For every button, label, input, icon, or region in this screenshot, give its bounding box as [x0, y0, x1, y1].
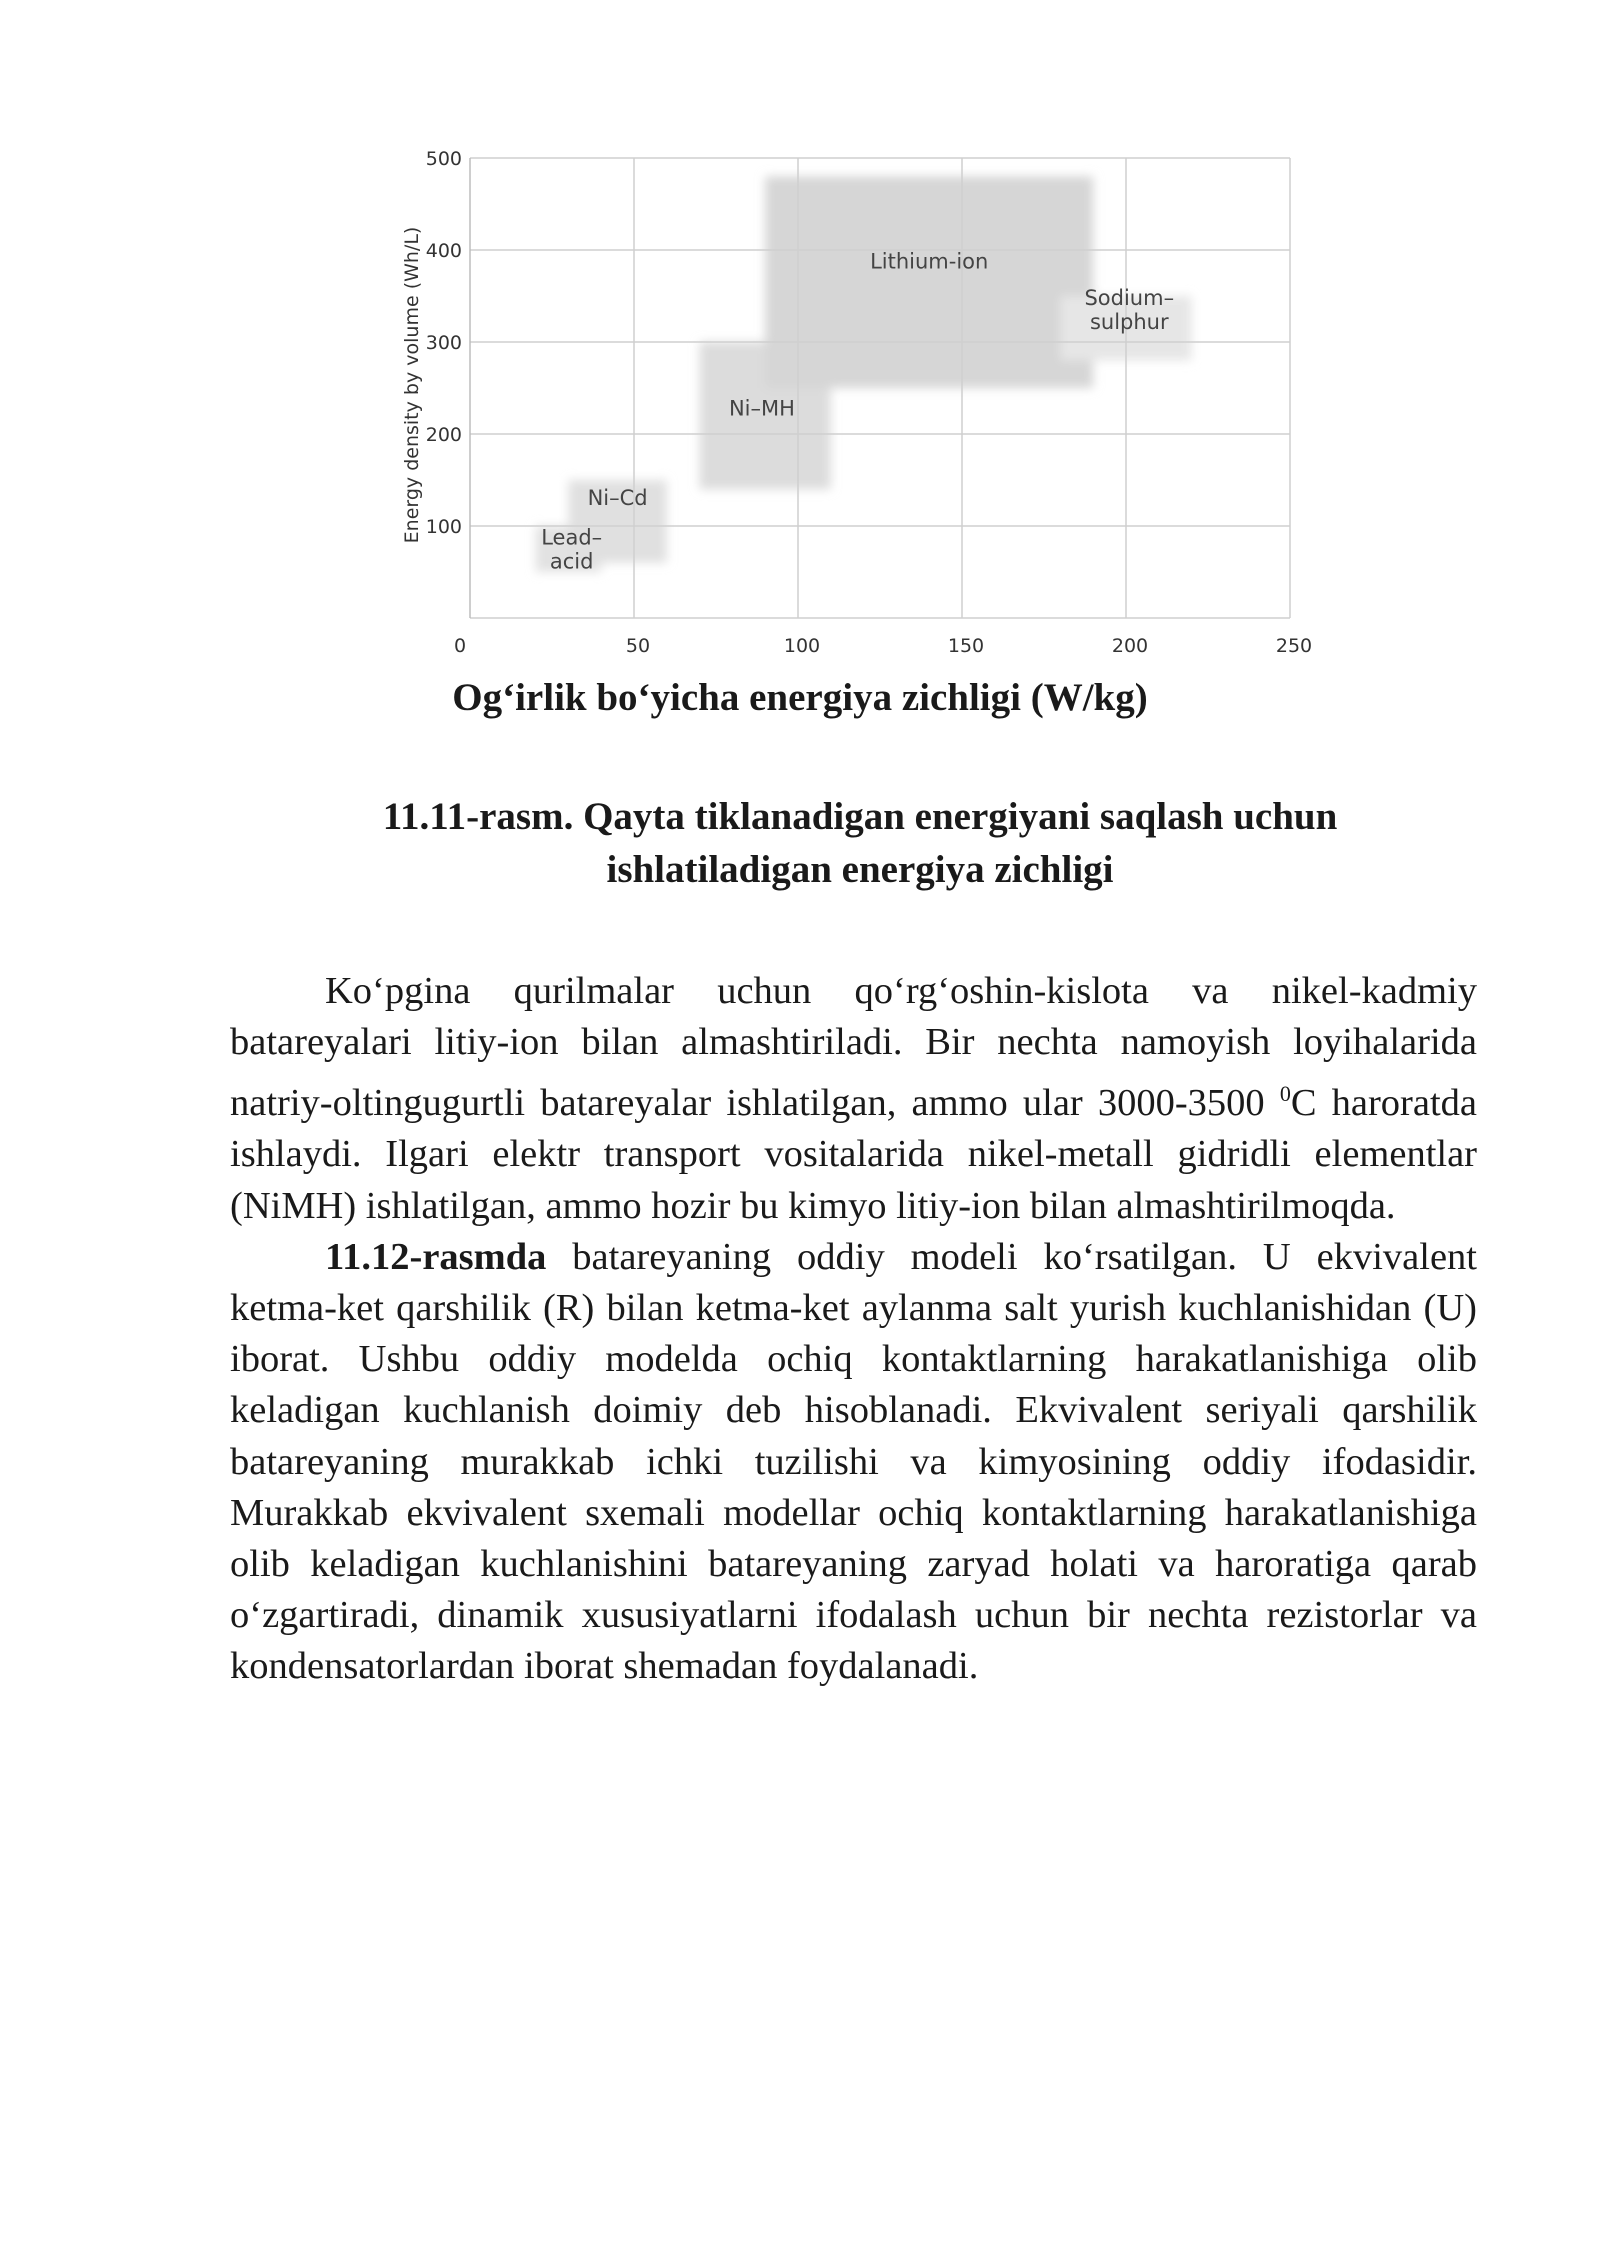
y-tick-500: 500: [425, 148, 462, 170]
region-label-0: [541, 525, 602, 573]
region-label-line: Ni–Cd: [587, 485, 648, 510]
y-tick-200: 200: [425, 424, 462, 446]
energy-density-chart: [390, 130, 1330, 670]
region-label-4: [1084, 286, 1174, 334]
region-label-2: [729, 397, 795, 421]
region-label-line: Lead–: [541, 525, 603, 550]
figure-reference: 11.12-rasmda: [325, 1235, 547, 1278]
y-axis-label: Energy density by volume (Wh/L): [401, 226, 423, 544]
x-tick-200: 200: [1111, 635, 1149, 657]
x-tick-150: 150: [947, 635, 985, 657]
y-tick-400: 400: [425, 240, 462, 262]
figure-caption: [300, 790, 1420, 896]
region-label-line: sulphur: [1089, 310, 1169, 335]
x-tick-50: 50: [625, 635, 651, 657]
region-label-line: Ni–MH: [728, 396, 795, 421]
paragraph-2-text: batareyaning oddiy modeli ko‘rsatilgan. U ekvivalent ketma-ket qarshilik (R) bilan ketma-ket aylanma salt yurish kuchlanishidan (U) iborat. Ushbu oddiy modelda ochiq kontaktlarning harakatlanishiga olib keladigan kuchlanish doimiy deb hisoblanadi. Ekvivalent seriyali qarshilik batareyaning murakkab ichki tuzilishi va kimyosining oddiy ifodasidir. Murakkab ekvivalent sxemali modellar ochiq kontaktlarning harakatlanishiga olib keladigan kuchlanishini batareyaning zaryad holati va haroratiga qarab o‘zgartiradi, dinamik xususiyatlarni ifodalash uchun bir nechta rezistorlar va kondensatorlardan iborat shemadan foydalanadi.: [230, 1235, 1477, 1688]
x-tick-250: 250: [1275, 635, 1313, 657]
x-tick-100: 100: [783, 635, 821, 657]
paragraph-1: [230, 966, 1477, 1232]
paragraph-1-text-a: Ko‘pgina qurilmalar uchun qo‘rg‘oshin-kislota va nikel-kadmiy batareyalari litiy-ion bilan almashtiriladi. Bir nechta namoyish loyihalarida natriy-oltingugurtli batareyalar ishlatilgan, ammo ular 3000-3500: [230, 970, 1477, 1125]
body-text: [230, 966, 1477, 1693]
region-label-line: Sodium–: [1084, 286, 1175, 311]
region-label-3: [870, 249, 988, 273]
paragraph-2: [230, 1232, 1477, 1693]
region-label-line: Lithium-ion: [870, 249, 989, 274]
x-tick-0: 0: [453, 635, 467, 657]
region-3: [765, 176, 1093, 388]
figure-caption-line2: ishlatiladigan energiya zichligi: [606, 848, 1114, 891]
region-label-1: [588, 486, 648, 510]
chart-svg: [390, 130, 1330, 670]
y-tick-100: 100: [425, 516, 462, 538]
region-label-line: acid: [549, 549, 594, 574]
degree-superscript: 0: [1279, 1081, 1291, 1107]
figure-caption-line1: 11.11-rasm. Qayta tiklanadigan energiyani saqlash uchun: [382, 795, 1338, 838]
paragraph-1-text-b: C haroratda ishlaydi. Ilgari elektr transport vositalarida nikel-metall gidridli elementlar (NiMH) ishlatilgan, ammo hozir bu kimyo litiy-ion bilan almashtirilmoqda.: [230, 1082, 1477, 1227]
x-axis-caption: Og‘irlik bo‘yicha energiya zichligi (W/kg): [452, 676, 1148, 719]
y-tick-300: 300: [425, 332, 462, 354]
